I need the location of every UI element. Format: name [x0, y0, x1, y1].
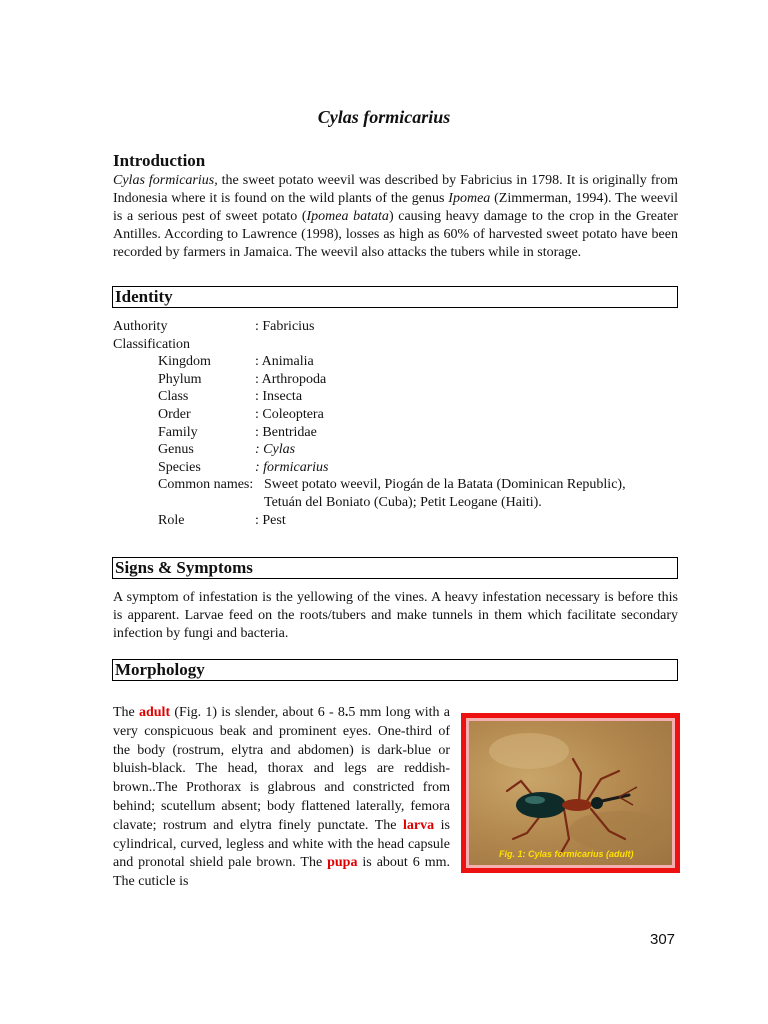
- figure-frame: [461, 713, 680, 873]
- common-names-line1: Sweet potato weevil, Piogán de la Batata (Dominican Republic),: [264, 477, 626, 493]
- adult-term: adult: [138, 705, 171, 720]
- genus-label: Genus: [158, 442, 194, 458]
- species-label: Species: [158, 459, 201, 475]
- identity-heading: Identity: [112, 286, 678, 308]
- larva-term: larva: [403, 817, 435, 833]
- role-value: : Pest: [255, 512, 286, 528]
- phylum-label: Phylum: [158, 371, 202, 387]
- introduction-paragraph: Cylas formicarius, the sweet potato weevil was described by Fabricius in 1798. It is originally from Indonesia where it is found on the wild plants of the genus Ipomea (Zimmerman, 1994). The weevil is a serious pest of sweet potato (Ipomea batata) causing heavy damage to the crop in the Greater Antilles. According to Lawrence (1998), losses as high as 60% of harvested sweet potato have been recorded by farmers in Jamaica. The weevil also attacks the tubers while in storage.: [113, 173, 679, 260]
- class-label: Class: [158, 389, 189, 405]
- pupa-term: pupa: [327, 855, 358, 871]
- order-label: Order: [158, 407, 191, 422]
- family-label: Family: [158, 424, 198, 440]
- role-label: Role: [158, 512, 185, 528]
- phylum-value: : Arthropoda: [255, 371, 327, 387]
- species-name: Cylas formicarius,: [113, 173, 218, 188]
- classification-label: Classification: [113, 336, 190, 352]
- page-number: 307: [650, 931, 676, 948]
- signs-symptoms-heading: Signs & Symptoms: [112, 557, 678, 579]
- genus-value: : Cylas: [255, 442, 296, 458]
- weevil-photo: [469, 721, 672, 865]
- family-value: : Bentridae: [255, 424, 317, 440]
- kingdom-label: Kingdom: [158, 354, 211, 370]
- morphology-heading: Morphology: [112, 659, 678, 681]
- figure-caption: Fig. 1: Cylas formicarius (adult): [499, 849, 634, 859]
- morphology-paragraph: The adult (Fig. 1) is slender, about 6 - 8.5 mm long with a very conspicuous beak and prominent eyes. One-third of the body (rostrum, elytra and abdomen) is dark-blue or bluish-black. The head, thorax and legs are reddish-brown..The Prothorax is glabrous and constricted from behind; scutellum absent; body flattened laterally, femora clavate; rostrum and elytra finely punctate. The larva is cylindrical, curved, legless and white with the head capsule and pronotal shield pale brown. The pupa is about 6 mm. The cuticle is: [113, 705, 450, 890]
- weevil-icon: [469, 721, 672, 865]
- common-names-label: Common names:: [158, 477, 254, 493]
- species-value: : formicarius: [255, 459, 329, 475]
- common-names-line2: Tetuán del Boniato (Cuba); Petit Leogane (Haiti).: [264, 495, 542, 510]
- order-value: : Coleoptera: [255, 407, 324, 422]
- authority-label: Authority: [113, 319, 168, 334]
- kingdom-value: : Animalia: [255, 354, 314, 370]
- class-value: : Insecta: [255, 389, 303, 405]
- introduction-heading: Introduction: [113, 151, 206, 170]
- signs-symptoms-paragraph: A symptom of infestation is the yellowing of the vines. A heavy infestation necessary is before this is apparent. Larvae feed on the roots/tubers and make tunnels in them which facilitate secondary infection by fungi and bacteria.: [113, 590, 678, 641]
- page-title: Cylas formicarius: [317, 107, 451, 127]
- authority-value: : Fabricius: [255, 319, 315, 334]
